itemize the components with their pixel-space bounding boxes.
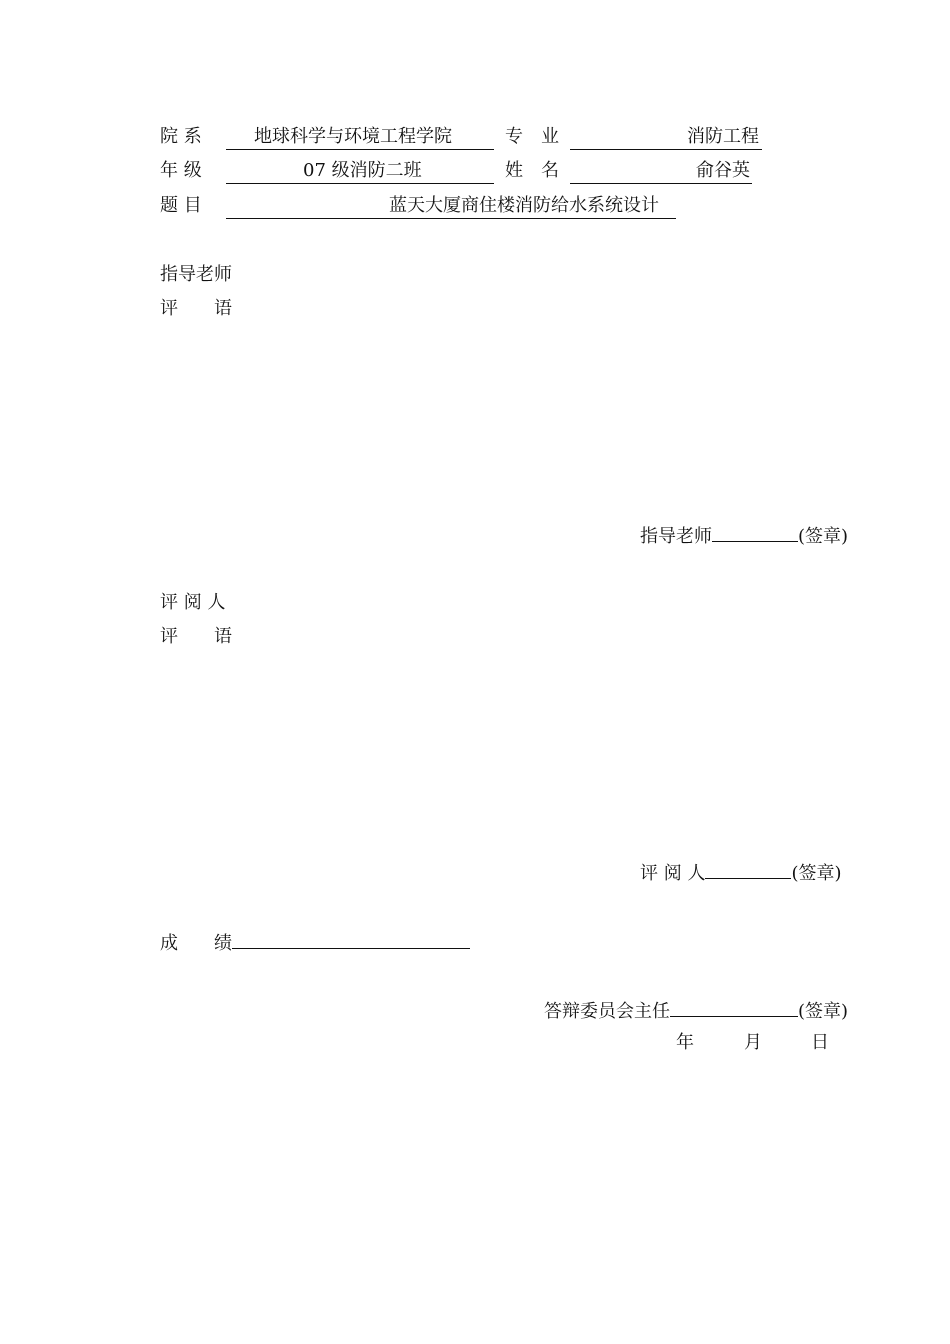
major-value: 消防工程	[687, 126, 759, 147]
committee-sign-label: 答辩委员会主任	[544, 1001, 670, 1022]
advisor-seal: (签章)	[798, 526, 849, 547]
date-year: 年	[676, 1032, 694, 1053]
reviewer-signature-row	[640, 858, 842, 886]
reviewer-signature-line	[705, 858, 791, 879]
major-field	[570, 125, 762, 150]
dept-value: 地球科学与环境工程学院	[254, 126, 452, 147]
name-value: 俞谷英	[696, 160, 750, 181]
score-line	[232, 928, 470, 949]
committee-seal: (签章)	[798, 1001, 849, 1022]
advisor-comment-label: 评 语	[160, 298, 232, 319]
name-label: 姓 名	[505, 160, 559, 181]
reviewer-title: 评 阅 人	[160, 592, 226, 613]
advisor-sign-label: 指导老师	[640, 526, 712, 547]
grade-value: 07 级消防二班	[303, 160, 422, 181]
reviewer-seal: (签章)	[791, 863, 842, 884]
grade-field	[226, 159, 494, 184]
name-field	[570, 159, 752, 184]
advisor-signature-row	[640, 521, 848, 549]
reviewer-comment-label: 评 语	[160, 626, 232, 647]
score-label: 成 绩	[160, 933, 232, 954]
grade-label: 年 级	[160, 160, 202, 181]
date-month: 月	[744, 1032, 762, 1053]
committee-signature-line	[670, 996, 798, 1017]
committee-signature-row	[544, 996, 848, 1024]
score-row	[160, 928, 470, 956]
reviewer-sign-label: 评 阅 人	[640, 863, 706, 884]
dept-field	[226, 125, 494, 150]
advisor-title: 指导老师	[160, 264, 232, 285]
topic-field	[226, 194, 676, 219]
major-label: 专 业	[505, 126, 559, 147]
advisor-signature-line	[712, 521, 798, 542]
date-day: 日	[811, 1032, 829, 1053]
topic-label: 题 目	[160, 195, 202, 216]
topic-value: 蓝天大厦商住楼消防给水系统设计	[389, 195, 659, 216]
dept-label: 院 系	[160, 126, 202, 147]
